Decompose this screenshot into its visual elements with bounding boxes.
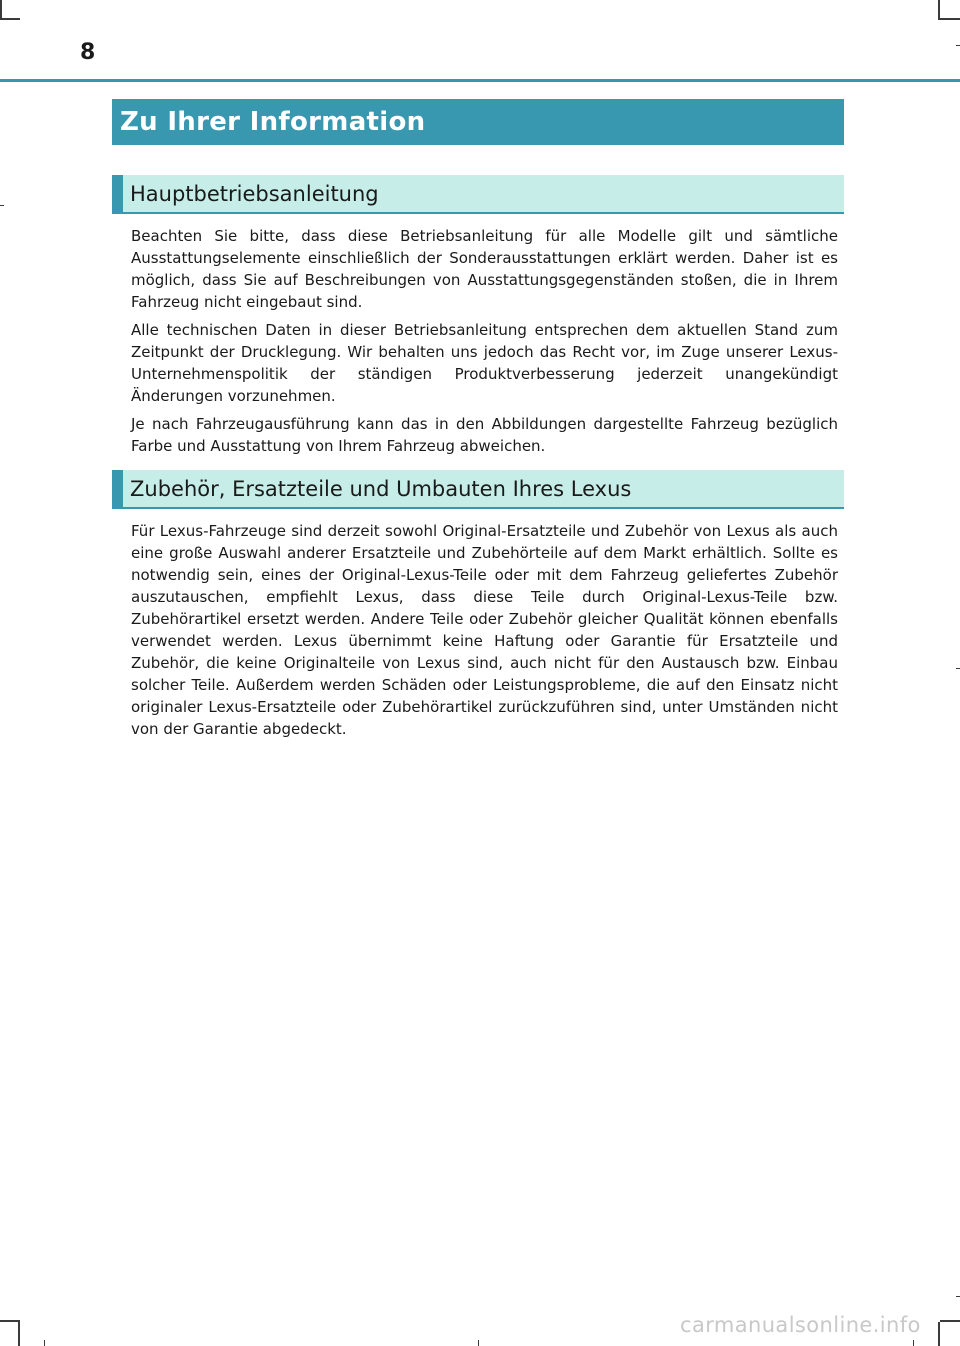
crop-mark [956, 668, 960, 669]
page-number: 8 [80, 40, 96, 65]
crop-mark [44, 1340, 45, 1346]
crop-mark [913, 1340, 914, 1346]
section-title: Zubehör, Ersatzteile und Umbauten Ihres Lexus [130, 476, 632, 501]
section-heading-zubehoer [112, 470, 844, 509]
crop-mark [938, 0, 940, 18]
chapter-banner [112, 99, 844, 145]
paragraph: Beachten Sie bitte, dass diese Betriebsanleitung für alle Modelle gilt und sämtliche Ausstattungselemente einschließlich der Sonderausstattungen erklärt werden. Daher ist es möglich, dass Sie auf Beschreibungen von Ausstattungsgegenständen stoßen, die in Ihrem Fahrzeug nicht eingebaut sind. [131, 227, 838, 311]
section-body-hauptbetriebsanleitung [131, 225, 838, 463]
crop-mark [0, 0, 2, 18]
header-rule [0, 79, 960, 82]
crop-mark [0, 205, 4, 206]
paragraph: Für Lexus-Fahrzeuge sind derzeit sowohl Original-Ersatzteile und Zubehör von Lexus als auch eine große Auswahl anderer Ersatzteile und Zubehörteile auf dem Markt erhältlich. Sollte es notwendig sein, eines der Original-Lexus-Teile oder mit dem Fahrzeug geliefertes Zubehör auszutauschen, empfiehlt Lexus, dass diese Teile durch Original-Lexus-Teile bzw. Zubehörartikel ersetzt werden. Andere Teile oder Zubehör gleicher Qualität können ebenfalls verwendet werden. Lexus übernimmt keine Haftung oder Garantie für Ersatzteile und Zubehör, die keine Originalteile von Lexus sind, auch nicht für den Austausch bzw. Einbau solcher Teile. Außerdem werden Schäden oder Leistungsprobleme, die auf den Einsatz nicht originaler Lexus-Ersatzteile oder Zubehörartikel zurückzuführen sind, unter Umständen nicht von der Garantie abgedeckt. [131, 522, 838, 738]
chapter-title: Zu Ihrer Information [120, 107, 426, 137]
crop-mark [938, 1322, 940, 1346]
section-heading-hauptbetriebsanleitung [112, 175, 844, 214]
paragraph: Alle technischen Daten in dieser Betriebsanleitung entsprechen dem aktuellen Stand zum Zeitpunkt der Drucklegung. Wir behalten uns jedoch das Recht vor, im Zuge unserer Lexus-Unternehmenspolitik der ständigen Produktverbesserung jederzeit unangekündigt Änderungen vorzunehmen. [131, 321, 838, 405]
section-body-zubehoer [131, 520, 838, 746]
watermark: carmanualsonline.info [680, 1313, 921, 1337]
crop-mark [0, 1320, 20, 1322]
paragraph: Je nach Fahrzeugausführung kann das in den Abbildungen dargestellte Fahrzeug bezüglich Farbe und Ausstattung von Ihrem Fahrzeug abweichen. [131, 415, 838, 455]
crop-mark [956, 45, 960, 46]
crop-mark [956, 1296, 960, 1297]
section-title: Hauptbetriebsanleitung [130, 181, 379, 206]
crop-mark [18, 1322, 20, 1346]
crop-mark [0, 18, 20, 20]
crop-mark [478, 1340, 479, 1346]
crop-mark [940, 1320, 960, 1322]
crop-mark [938, 18, 960, 20]
